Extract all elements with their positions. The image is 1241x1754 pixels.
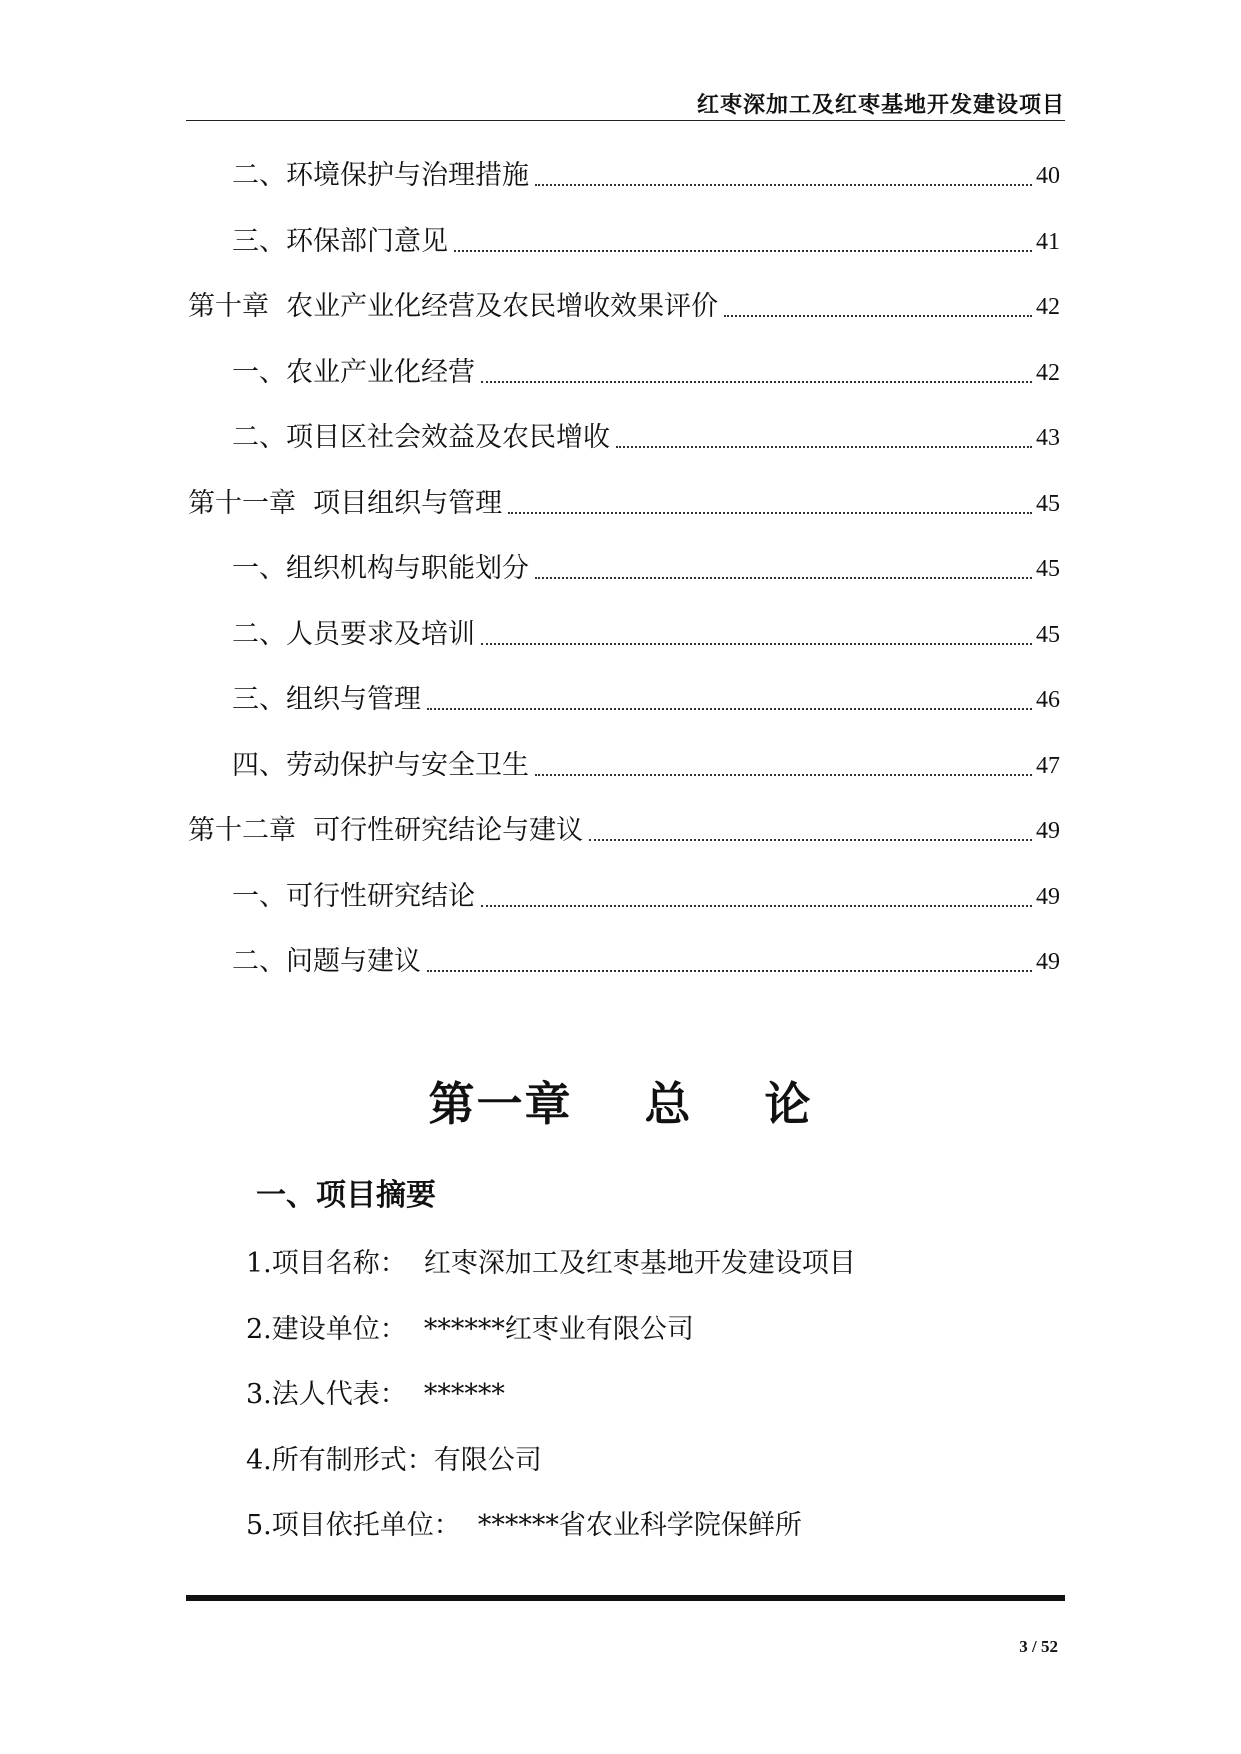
toc-dot-leader xyxy=(427,944,1032,972)
toc-entry-label: 一、组织机构与职能划分 xyxy=(232,551,533,587)
toc-entry-page-number: 47 xyxy=(1034,748,1060,784)
table-of-contents xyxy=(188,158,1060,1010)
toc-entry-label: 二、问题与建议 xyxy=(232,944,425,980)
toc-entry-page-number: 43 xyxy=(1034,420,1060,456)
toc-entry[interactable] xyxy=(188,682,1060,748)
summary-item: 3.法人代表： ****** xyxy=(246,1379,505,1410)
toc-dot-leader xyxy=(508,486,1032,514)
toc-dot-leader xyxy=(535,748,1032,776)
toc-entry[interactable] xyxy=(188,158,1060,224)
toc-entry-page-number: 45 xyxy=(1034,551,1060,587)
toc-dot-leader xyxy=(724,289,1032,317)
toc-entry-label: 第十一章 项目组织与管理 xyxy=(188,486,506,522)
toc-dot-leader xyxy=(589,813,1032,841)
toc-entry[interactable] xyxy=(188,355,1060,421)
toc-entry[interactable] xyxy=(188,813,1060,879)
toc-entry[interactable] xyxy=(188,551,1060,617)
toc-entry-page-number: 40 xyxy=(1034,158,1060,194)
toc-entry-label: 一、农业产业化经营 xyxy=(232,355,479,391)
toc-entry-label: 第十章 农业产业化经营及农民增收效果评价 xyxy=(188,289,722,325)
toc-entry[interactable] xyxy=(188,420,1060,486)
toc-dot-leader xyxy=(427,682,1032,710)
toc-entry-label: 二、环境保护与治理措施 xyxy=(232,158,533,194)
toc-entry-page-number: 49 xyxy=(1034,944,1060,980)
toc-dot-leader xyxy=(481,355,1032,383)
toc-entry[interactable] xyxy=(188,617,1060,683)
running-header-title: 红枣深加工及红枣基地开发建设项目 xyxy=(696,93,1065,118)
toc-entry[interactable] xyxy=(188,289,1060,355)
summary-item: 2.建设单位： ******红枣业有限公司 xyxy=(246,1313,694,1345)
toc-entry[interactable] xyxy=(188,879,1060,945)
header-rule xyxy=(186,120,1065,121)
section-heading: 一、项目摘要 xyxy=(256,1178,436,1213)
toc-dot-leader xyxy=(481,879,1032,907)
toc-dot-leader xyxy=(454,224,1032,252)
toc-dot-leader xyxy=(535,551,1032,579)
toc-entry[interactable] xyxy=(188,486,1060,552)
toc-entry-label: 一、可行性研究结论 xyxy=(232,879,479,915)
toc-entry-page-number: 45 xyxy=(1034,486,1060,522)
toc-entry-page-number: 49 xyxy=(1034,813,1060,849)
toc-entry-label: 第十二章 可行性研究结论与建议 xyxy=(188,813,587,849)
chapter-title: 第一章 总 论 xyxy=(428,1077,813,1131)
toc-dot-leader xyxy=(481,617,1032,645)
toc-entry-page-number: 42 xyxy=(1034,355,1060,391)
toc-entry[interactable] xyxy=(188,224,1060,290)
project-summary-list xyxy=(246,1246,1066,1574)
summary-item: 1.项目名称： 红枣深加工及红枣基地开发建设项目 xyxy=(246,1248,856,1279)
toc-entry-label: 三、环保部门意见 xyxy=(232,224,452,260)
page-indicator: 3 / 52 xyxy=(1019,1637,1058,1656)
footer-rule xyxy=(186,1595,1065,1601)
toc-entry-label: 四、劳动保护与安全卫生 xyxy=(232,748,533,784)
toc-entry-page-number: 42 xyxy=(1034,289,1060,325)
toc-entry[interactable] xyxy=(188,944,1060,1010)
toc-dot-leader xyxy=(616,420,1032,448)
toc-dot-leader xyxy=(535,158,1032,186)
toc-entry-page-number: 45 xyxy=(1034,617,1060,653)
toc-entry-page-number: 49 xyxy=(1034,879,1060,915)
toc-entry-label: 三、组织与管理 xyxy=(232,682,425,718)
summary-item: 5.项目依托单位： ******省农业科学院保鲜所 xyxy=(246,1510,802,1541)
toc-entry-label: 二、项目区社会效益及农民增收 xyxy=(232,420,614,456)
toc-entry-page-number: 41 xyxy=(1034,224,1060,260)
toc-entry[interactable] xyxy=(188,748,1060,814)
toc-entry-label: 二、人员要求及培训 xyxy=(232,617,479,653)
summary-item: 4.所有制形式：有限公司 xyxy=(246,1444,542,1476)
toc-entry-page-number: 46 xyxy=(1034,682,1060,718)
